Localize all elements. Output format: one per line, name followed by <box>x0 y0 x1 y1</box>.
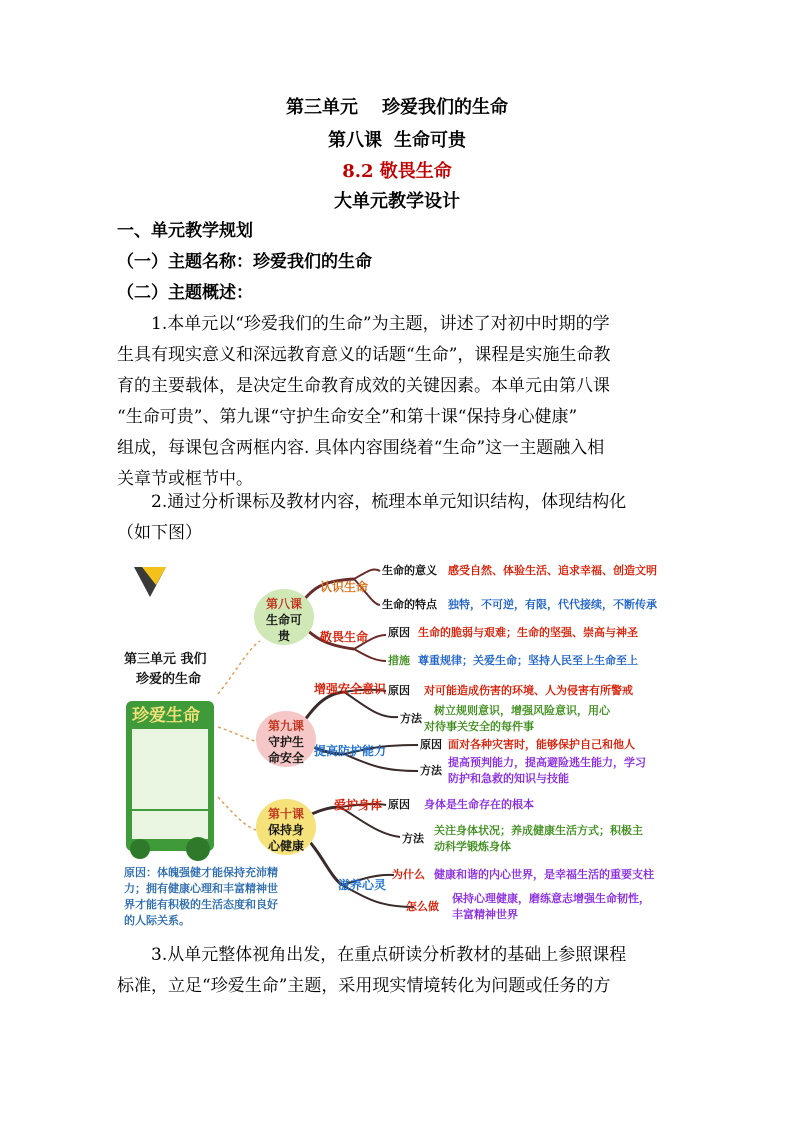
paragraph-line: 标准，立足“珍爱生命”主题，采用现实情境转化为问题或任务的方 <box>117 976 611 996</box>
leaf-label-zenmezuo: 怎么做 <box>406 900 439 913</box>
left-note-line: 的人际关系。 <box>124 914 190 927</box>
left-note-line: 力；拥有健康心理和丰富精神世 <box>124 882 278 895</box>
heading-theme-name: （一）主题名称：珍爱我们的生命 <box>117 252 372 272</box>
paragraph-line: 2.通过分析课标及教材内容，梳理本单元知识结构，体现结构化 <box>151 492 627 512</box>
lesson9-code: 第九课 <box>267 719 304 733</box>
lesson10-name: 心健康 <box>267 839 304 853</box>
lesson8-name: 贵 <box>277 629 290 643</box>
lesson-number: 第八课 <box>328 130 382 151</box>
paragraph-line: 关章节或框节中。 <box>117 469 253 489</box>
leaf-label-fangfa1: 方法 <box>400 712 422 725</box>
poster-title: 珍爱生命 <box>132 706 200 726</box>
lesson-name: 生命可贵 <box>394 130 466 151</box>
paragraph-line: 生具有现实意义和深远教育意义的话题“生命”，课程是实施生命教 <box>117 345 611 365</box>
lesson9-name: 守护生 <box>267 735 304 749</box>
mindmap-figure <box>118 549 674 935</box>
leaf-label-yuanyin4: 原因 <box>388 798 410 811</box>
leaf-text-fangfa2-line1: 提高预判能力，提高避险逃生能力，学习 <box>448 756 646 769</box>
paragraph-line: （如下图） <box>117 523 202 543</box>
paragraph-line: 1.本单元以“珍爱我们的生命”为主题，讲述了对初中时期的学 <box>151 314 610 334</box>
paragraph-1 <box>117 309 677 495</box>
leaf-label-yuanyin3: 原因 <box>420 738 442 751</box>
branch-aihu: 爱护身体 <box>334 798 383 812</box>
paragraph-3 <box>117 940 677 1002</box>
left-note-line: 界才能有积极的生活态度和良好 <box>124 898 278 911</box>
unit-name: 珍爱我们的生命 <box>382 97 508 118</box>
unit-title <box>0 96 794 120</box>
poster-paper <box>132 729 208 809</box>
leaf-text-zenmezuo-line2: 丰富精神世界 <box>452 908 518 921</box>
mindmap-unit-title-line2: 珍爱的生命 <box>136 672 202 687</box>
design-title: 大单元教学设计 <box>334 191 460 212</box>
node-lesson9 <box>260 717 312 766</box>
branch-tigao: 提高防护能力 <box>314 744 387 758</box>
leaf-text-yiyi: 感受自然、体验生活、追求幸福、创造文明 <box>448 564 657 577</box>
leaf-text-fangfa1-line1: 树立规则意识，增强风险意识，用心 <box>434 704 610 717</box>
branch-jingwei: 敬畏生命 <box>320 630 369 644</box>
leaf-label-tedian: 生命的特点 <box>382 598 437 611</box>
poster-leaf <box>130 839 150 859</box>
branch-zengqiang: 增强安全意识 <box>314 682 387 696</box>
leaf-text-yuanyin2: 对可能造成伤害的环境、人为侵害有所警戒 <box>424 684 633 697</box>
leaf-label-fangfa3: 方法 <box>402 832 424 845</box>
poster-paper <box>132 811 208 839</box>
branch-ziyang: 滋养心灵 <box>338 878 387 892</box>
lesson-title <box>0 129 794 153</box>
node-lesson8 <box>258 595 310 644</box>
lesson9-name: 命安全 <box>267 751 304 765</box>
leaf-text-yuanyin3: 面对各种灾害时，能够保护自己和他人 <box>448 738 635 751</box>
paragraph-line: 育的主要载体，是决定生命教育成效的关键因素。本单元由第八课 <box>117 376 610 396</box>
branch-renshi: 认识生命 <box>320 580 369 594</box>
paragraph-line: 组成，每课包含两框内容. 具体内容围绕着“生命”这一主题融入相 <box>117 438 605 458</box>
unit-number: 第三单元 <box>286 97 358 118</box>
paragraph-line: “生命可贵”、第九课“守护生命安全”和第十课“保持身心健康” <box>117 407 578 427</box>
leaf-text-fangfa3-line2: 动科学锻炼身体 <box>434 840 511 853</box>
lesson8-code: 第八课 <box>265 597 302 611</box>
leaf-text-cuoshi: 尊重规律；关爱生命；坚持人民至上生命至上 <box>418 654 638 667</box>
section-title: 8.2 敬畏生命 <box>342 161 452 182</box>
paragraph-line: 3.从单元整体视角出发，在重点研读分析教材的基础上参照课程 <box>151 945 627 965</box>
node-lesson10 <box>260 805 312 854</box>
mindmap-unit-title-line1: 第三单元 我们 <box>124 652 207 667</box>
leaf-label-fangfa2: 方法 <box>420 764 442 777</box>
leaf-text-yuanyin1: 生命的脆弱与艰难；生命的坚强、崇高与神圣 <box>418 626 638 639</box>
leaf-label-weishenme: 为什么 <box>392 868 425 881</box>
leaf-text-weishenme: 健康和谐的内心世界，是幸福生活的重要支柱 <box>434 868 654 881</box>
lesson8-name: 生命可 <box>265 613 302 627</box>
leaf-text-fangfa3-line1: 关注身体状况；养成健康生活方式；积极主 <box>434 824 643 837</box>
leaf-text-yuanyin4: 身体是生命存在的根本 <box>424 798 534 811</box>
leaf-text-fangfa1-line2: 对待事关安全的每件事 <box>424 720 534 733</box>
left-note-line: 原因：体魄强健才能保持充沛精 <box>124 866 278 879</box>
leaf-text-fangfa2-line2: 防护和急救的知识与技能 <box>448 772 569 785</box>
leaf-label-yuanyin1: 原因 <box>388 626 410 639</box>
leaf-text-zenmezuo-line1: 保持心理健康，磨练意志增强生命韧性， <box>452 892 650 905</box>
leaf-text-tedian: 独特，不可逆，有限，代代接续，不断传承 <box>448 598 657 611</box>
poster-leaf <box>186 837 210 861</box>
lesson10-code: 第十课 <box>267 807 304 821</box>
heading-plan: 一、单元教学规划 <box>117 221 253 241</box>
leaf-label-yuanyin2: 原因 <box>388 684 410 697</box>
leaf-label-cuoshi: 措施 <box>388 654 410 667</box>
paragraph-2 <box>117 487 677 549</box>
leaf-label-yiyi: 生命的意义 <box>382 564 437 577</box>
lesson10-name: 保持身 <box>267 823 304 837</box>
heading-theme-overview: （二）主题概述： <box>117 283 253 303</box>
